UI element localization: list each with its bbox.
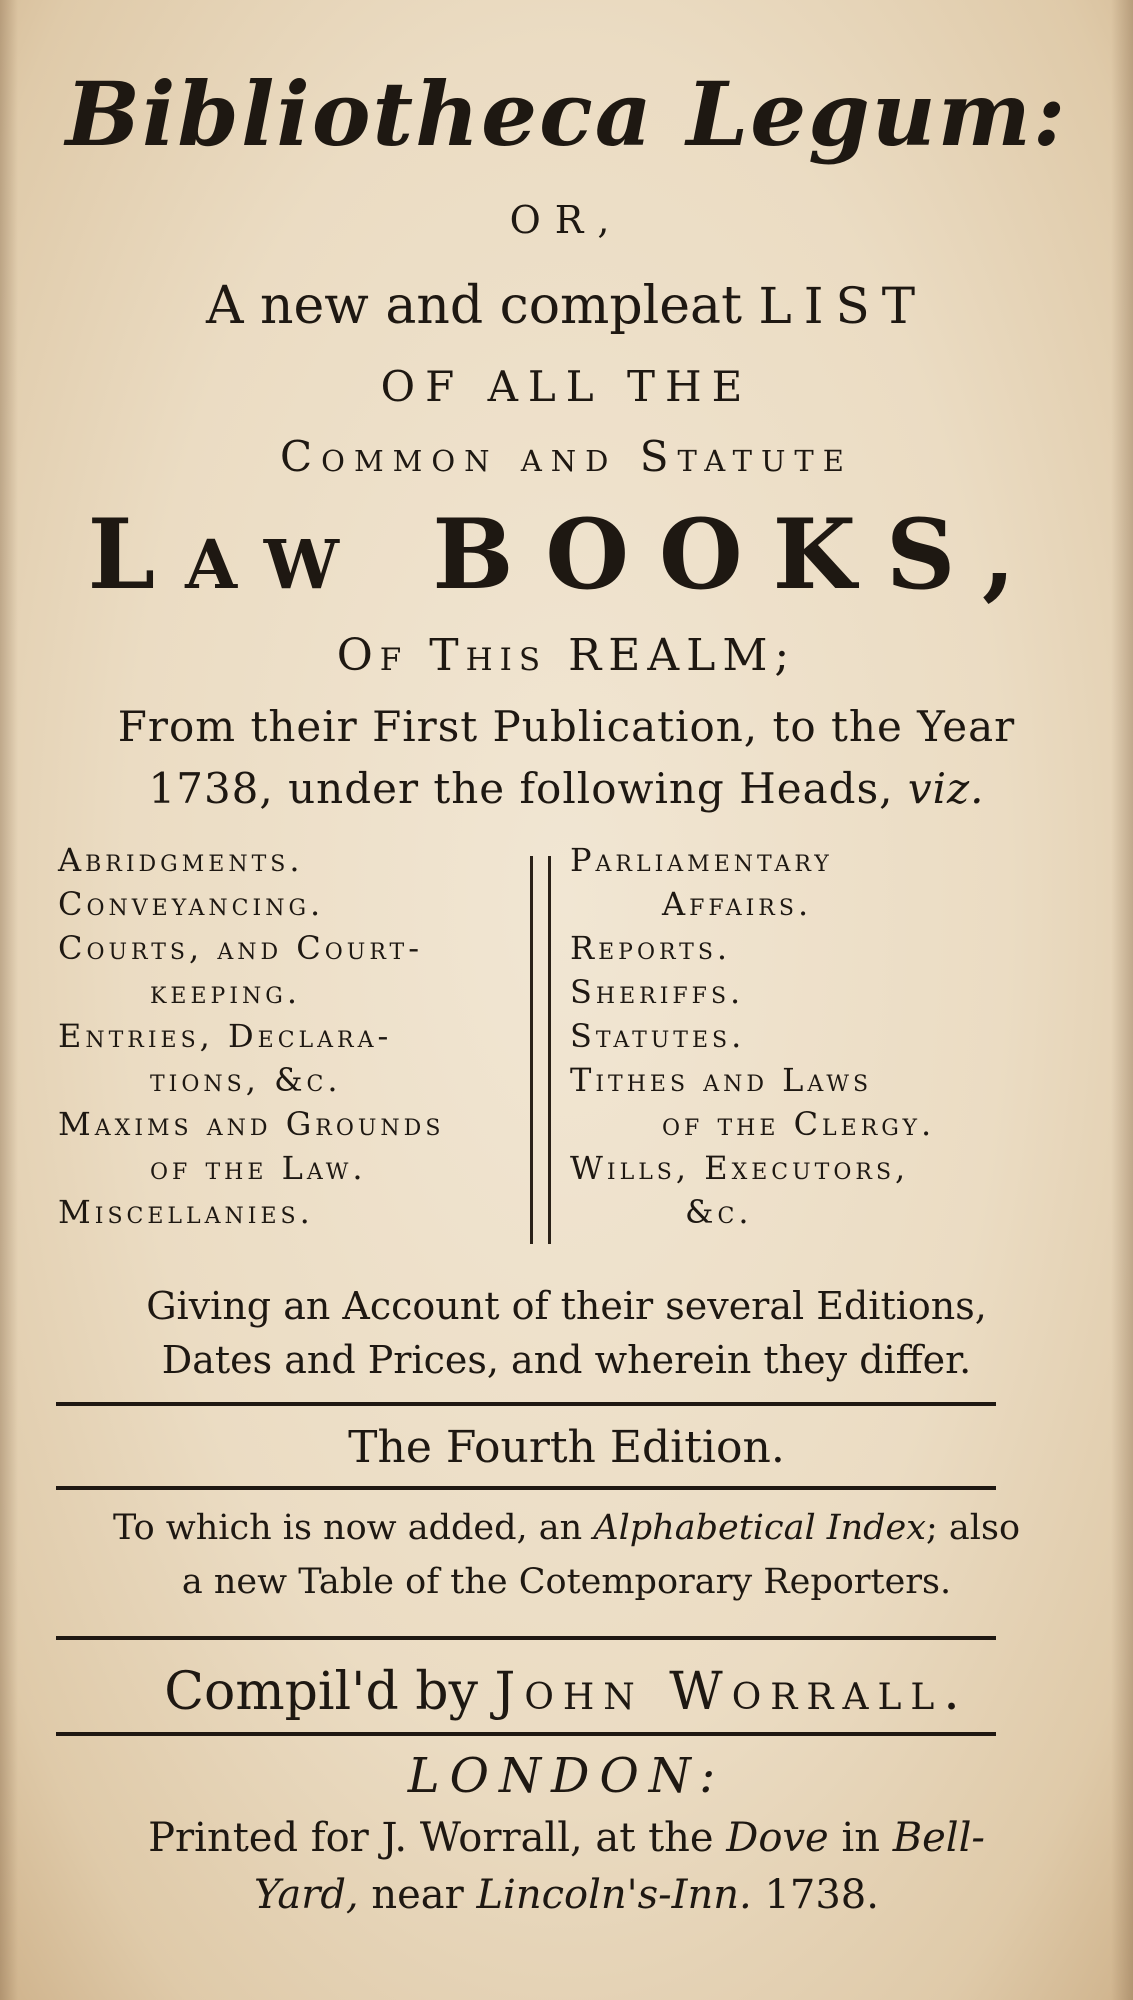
compiled-author: John Worrall.	[494, 1662, 969, 1722]
head-item: Abridgments.	[58, 841, 304, 879]
head-item: &c.	[685, 1193, 753, 1231]
head-item: Statutes.	[570, 1017, 746, 1055]
book-title: Bibliotheca Legum:	[65, 62, 1068, 166]
edition-text: The Fourth Edition.	[348, 1422, 785, 1473]
addition-lead: To which is now added, an	[112, 1508, 583, 1548]
imprint-city: LONDON:	[407, 1748, 726, 1804]
horizontal-rule	[56, 1486, 996, 1490]
head-item: Miscellanies.	[58, 1193, 314, 1231]
horizontal-rule	[56, 1732, 996, 1736]
head-item: keeping.	[150, 973, 302, 1011]
head-item: Conveyancing.	[58, 885, 325, 923]
head-item: Maxims and Grounds	[58, 1105, 445, 1143]
head-item: of the Clergy.	[662, 1105, 936, 1143]
imprint-printed-for: Printed for J. Worrall, at the	[148, 1815, 714, 1861]
subtitle-line-1	[0, 276, 1133, 336]
horizontal-rule	[56, 1636, 996, 1640]
subtitle-year-text: 1738, under the following Heads,	[148, 764, 894, 813]
column-divider	[530, 856, 533, 1244]
imprint-near: near	[371, 1872, 464, 1918]
addition-line-2: a new Table of the Cotemporary Reporters.	[181, 1562, 952, 1602]
imprint-line-1	[0, 1815, 1133, 1861]
imprint-line-2	[0, 1872, 1133, 1918]
giving-line-2: Dates and Prices, and wherein they differ.	[161, 1338, 972, 1382]
head-item: tions, &c.	[150, 1061, 342, 1099]
imprint-dove: Dove	[726, 1815, 829, 1861]
heads-left-column	[58, 838, 528, 1234]
imprint-bell: Bell-	[892, 1815, 985, 1861]
imprint-lincolns-inn: Lincoln's-Inn.	[476, 1872, 752, 1918]
subtitle-common-statute: Common and Statute	[280, 432, 853, 481]
column-divider	[548, 856, 551, 1244]
subtitle-realm: Of This REALM;	[336, 630, 797, 681]
subtitle-list: LIST	[758, 277, 928, 335]
imprint-yard: Yard,	[254, 1872, 359, 1918]
imprint-year: 1738.	[764, 1872, 879, 1918]
subtitle-of-all: OF ALL THE	[380, 362, 753, 411]
head-item: Sheriffs.	[570, 973, 745, 1011]
subtitle-from: From their First Publication, to the Year	[117, 702, 1016, 751]
subtitle-law-books: Law BOOKS,	[87, 498, 1046, 611]
imprint-in: in	[841, 1815, 880, 1861]
addition-index: Alphabetical Index	[593, 1508, 926, 1548]
addition-line-1	[0, 1508, 1133, 1548]
edition-statement	[0, 1422, 1133, 1473]
giving-line-1: Giving an Account of their several Editions,	[146, 1284, 987, 1328]
head-item: Parliamentary	[570, 841, 833, 879]
compiled-lead: Compil'd by	[164, 1662, 478, 1722]
subtitle-viz: viz.	[907, 764, 985, 813]
head-item: Wills, Executors,	[570, 1149, 910, 1187]
compiled-line	[0, 1662, 1133, 1722]
head-item: Courts, and Court-	[58, 929, 424, 967]
head-item: Entries, Declara-	[58, 1017, 393, 1055]
heads-right-column	[570, 838, 1050, 1234]
title-or: OR,	[509, 198, 624, 242]
horizontal-rule	[56, 1402, 996, 1406]
head-item: Reports.	[570, 929, 732, 967]
head-item: Affairs.	[662, 885, 813, 923]
head-item: of the Law.	[150, 1149, 367, 1187]
subtitle-year	[0, 764, 1133, 813]
subtitle-lead: A new and compleat	[205, 276, 742, 336]
addition-also: ; also	[926, 1508, 1021, 1548]
head-item: Tithes and Laws	[570, 1061, 873, 1099]
